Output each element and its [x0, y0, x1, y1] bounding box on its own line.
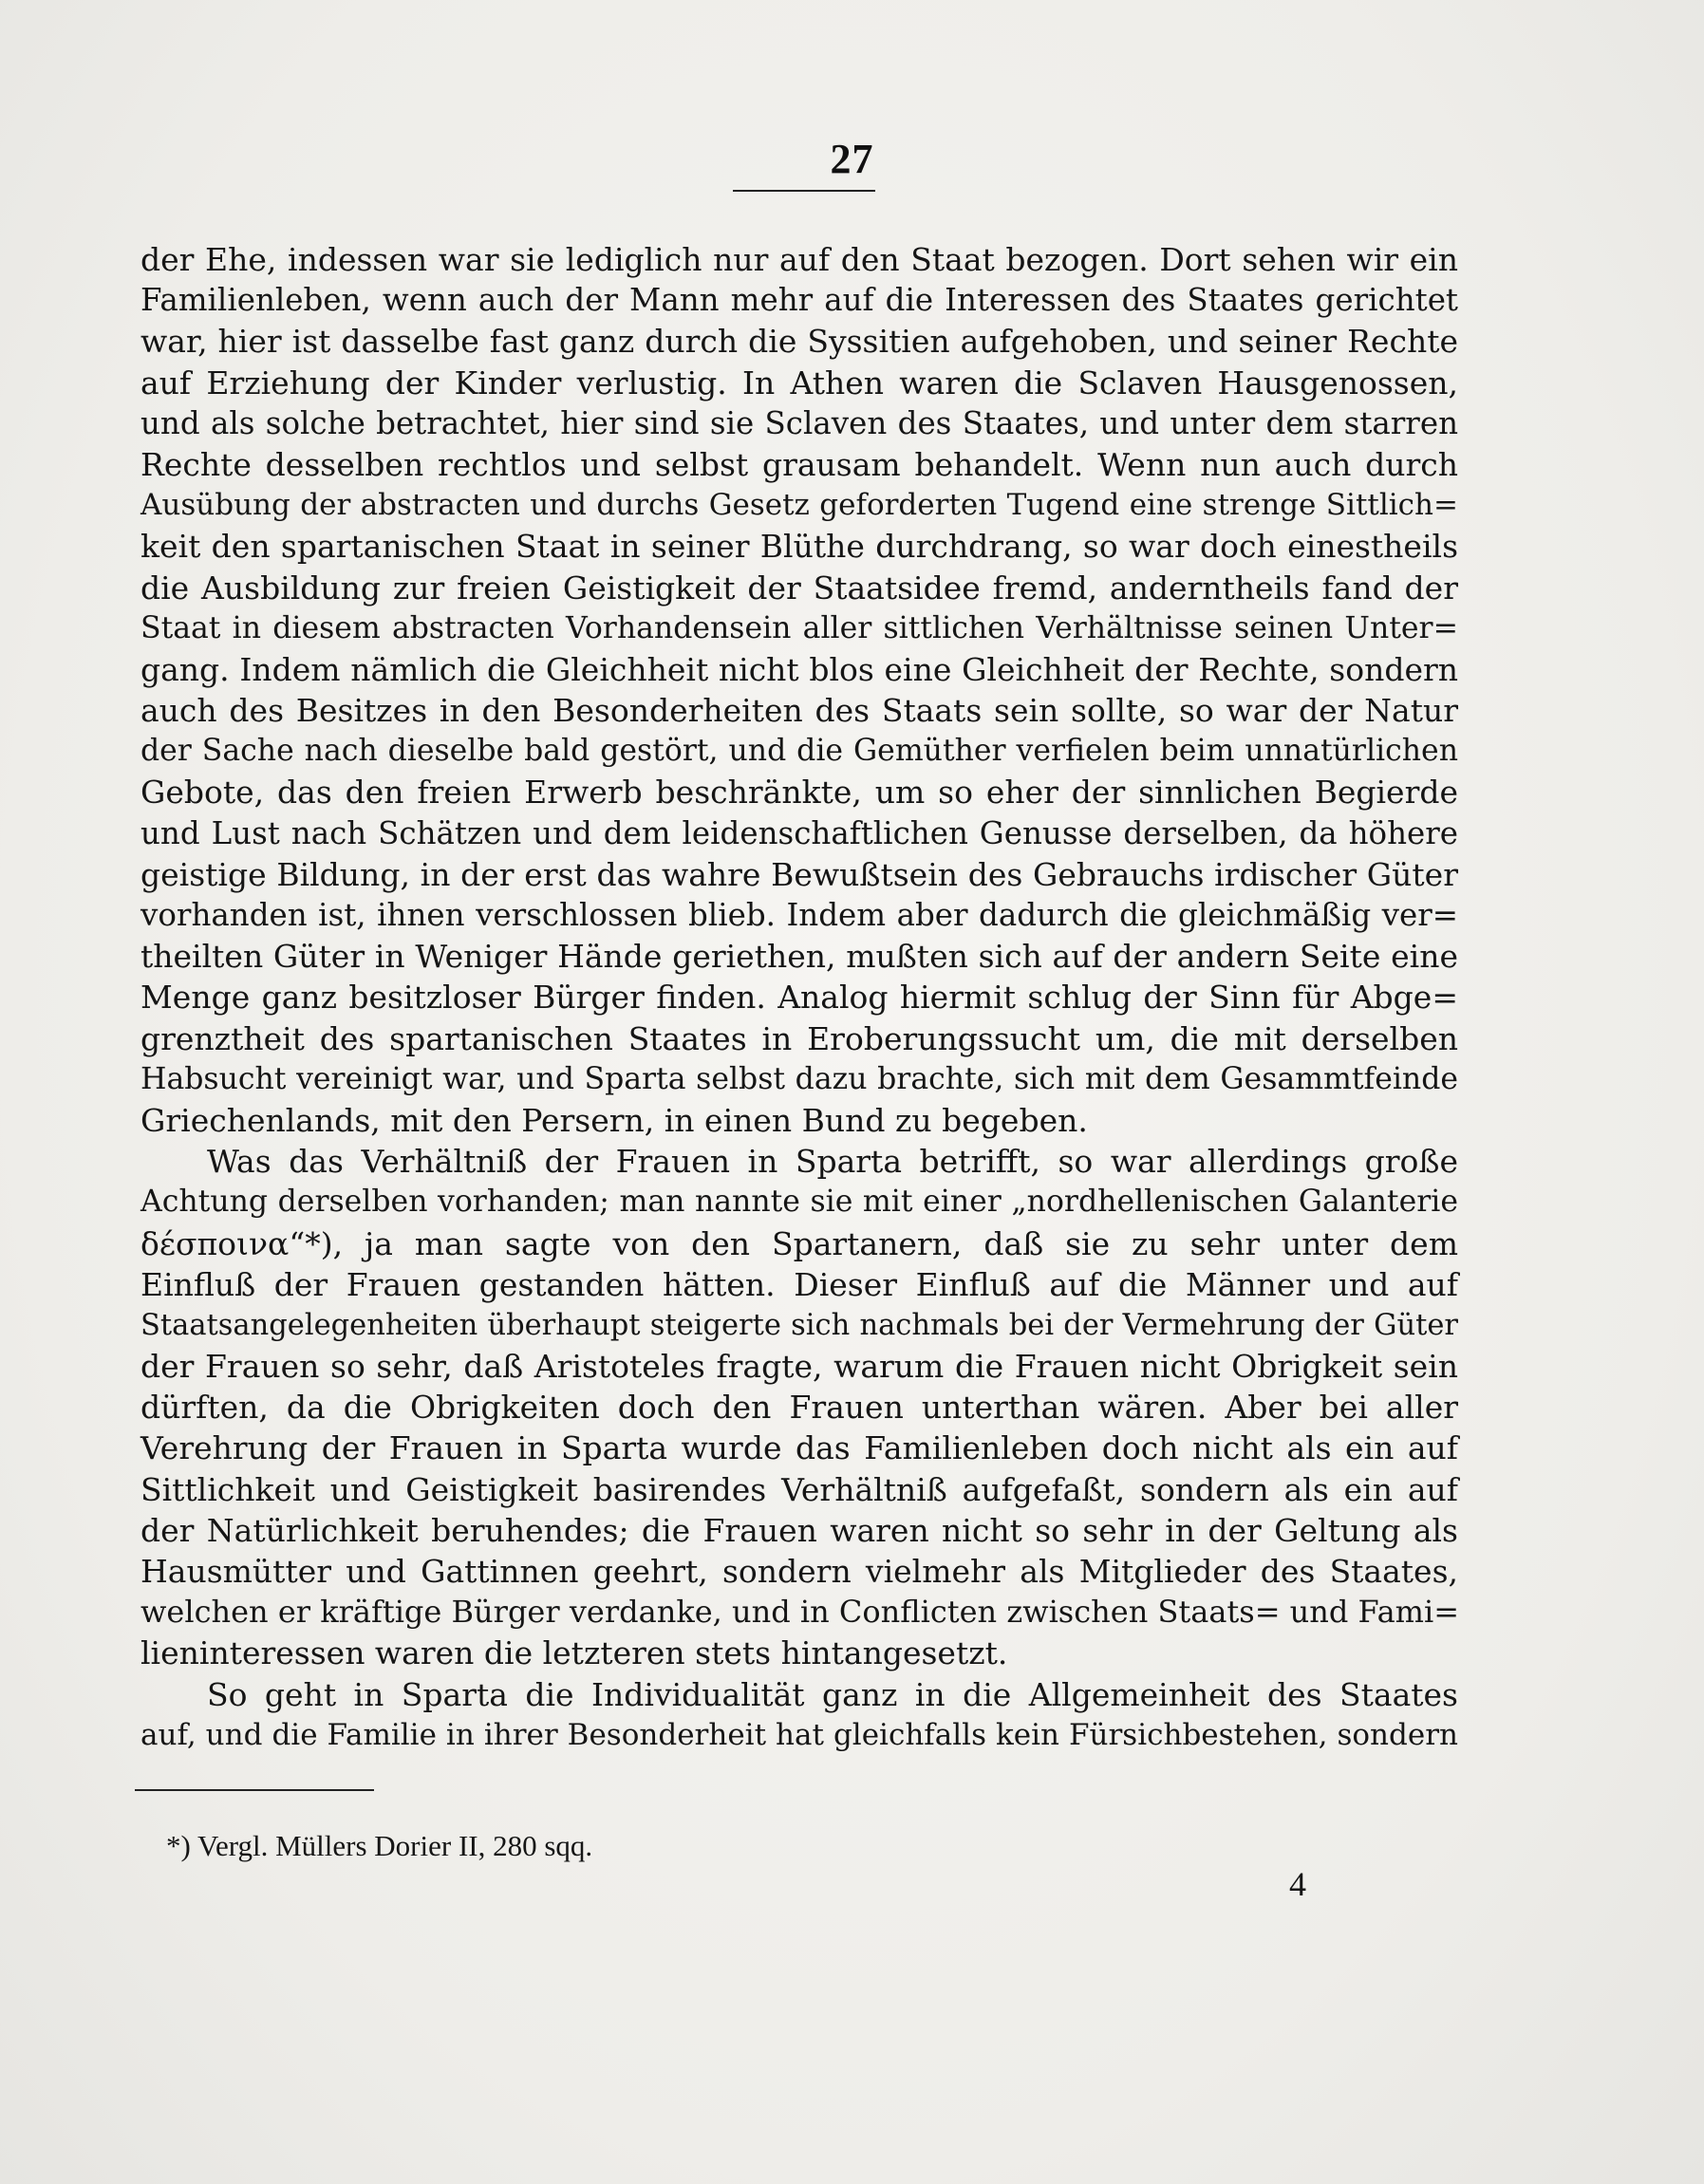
text-line: Griechenlands, mit den Persern, in einen Bund zu begeben.	[140, 1101, 1088, 1139]
text-line: lieninteressen waren die letzteren stets hintangesetzt.	[140, 1634, 1008, 1672]
text-line: welchen er kräftige Bürger verdanke, und in Conflicten zwischen Staats= und Fami=	[140, 1594, 1460, 1631]
text-line: grenztheit des spartanischen Staates in Eroberungssucht um, die mit derselben	[140, 1019, 1458, 1057]
text-line: Was das Verhältniß der Frauen in Sparta betrifft, so war allerdings große	[207, 1143, 1458, 1181]
text-line: der Ehe, indessen war sie lediglich nur auf den Staat bezogen. Dort sehen wir ein	[140, 241, 1458, 278]
page-number: 27	[830, 136, 874, 182]
text-line: Familienleben, wenn auch der Mann mehr auf die Interessen des Staates gerichtet	[140, 282, 1458, 319]
text-line: Menge ganz besitzloser Bürger finden. Analog hiermit schlug der Sinn für Abge=	[140, 979, 1458, 1017]
text-line: Staat in diesem abstracten Vorhandensein aller sittlichen Verhältnisse seinen Unter=	[140, 610, 1458, 645]
text-line: vorhanden ist, ihnen verschlossen blieb. Indem aber dadurch die gleichmäßig ver=	[140, 897, 1458, 933]
footnote: *) Vergl. Müllers Dorier II, 280 sqq.	[166, 1829, 593, 1862]
text-line: Sittlichkeit und Geistigkeit basirendes Verhältniß aufgefaßt, sondern als ein auf	[140, 1470, 1458, 1508]
text-line: der Frauen so sehr, daß Aristoteles fragte, warum die Frauen nicht Obrigkeit sein	[140, 1348, 1458, 1386]
text-line: Verehrung der Frauen in Sparta wurde das Familienleben doch nicht als ein auf	[140, 1429, 1458, 1467]
text-line: Staatsangelegenheiten überhaupt steigerte sich nachmals bei der Vermehrung der Güter	[140, 1308, 1458, 1342]
text-line: Ausübung der abstracten und durchs Gesetz geforderten Tugend eine strenge Sittlich=	[140, 488, 1458, 523]
body-text	[140, 239, 1458, 1756]
text-line: Habsucht vereinigt war, und Sparta selbst dazu brachte, sich mit dem Gesammtfeinde	[140, 1061, 1458, 1096]
text-line: Einfluß der Frauen gestanden hätten. Dieser Einfluß auf die Männer und auf	[140, 1265, 1458, 1303]
text-line: war, hier ist dasselbe fast ganz durch die Syssitien aufgehoben, und seiner Rechte	[140, 323, 1458, 361]
text-line: Hausmütter und Gattinnen geehrt, sondern vielmehr als Mitglieder des Staates,	[140, 1553, 1458, 1590]
header-rule	[733, 190, 875, 192]
text-line: auf, und die Familie in ihrer Besonderheit hat gleichfalls kein Fürsichbestehen, sondern	[140, 1717, 1458, 1752]
text-line: dürften, da die Obrigkeiten doch den Frauen unterthan wären. Aber bei aller	[140, 1389, 1458, 1427]
text-line: die Ausbildung zur freien Geistigkeit der Staatsidee fremd, anderntheils fand der	[140, 569, 1458, 607]
text-line: gang. Indem nämlich die Gleichheit nicht blos eine Gleichheit der Rechte, sondern	[140, 650, 1458, 688]
text-line: der Natürlichkeit beruhendes; die Frauen waren nicht so sehr in der Geltung als	[140, 1511, 1458, 1549]
text-line: geistige Bildung, in der erst das wahre Bewußtsein des Gebrauchs irdischer Güter	[140, 855, 1458, 893]
signature-mark: 4	[1289, 1865, 1306, 1903]
text-line: und Lust nach Schätzen und dem leidenschaftlichen Genusse derselben, da höhere	[140, 814, 1458, 851]
text-line: δέσποινα“*), ja man sagte von den Spartanern, daß sie zu sehr unter dem	[140, 1224, 1458, 1262]
text-line: keit den spartanischen Staat in seiner Blüthe durchdrang, so war doch einestheils	[140, 528, 1458, 566]
text-line: So geht in Sparta die Individualität ganz in die Allgemeinheit des Staates	[207, 1675, 1458, 1713]
text-line: auch des Besitzes in den Besonderheiten des Staats sein sollte, so war der Natur	[140, 692, 1458, 730]
text-line: Gebote, das den freien Erwerb beschränkte, um so eher der sinnlichen Begierde	[140, 774, 1458, 812]
text-line: der Sache nach dieselbe bald gestört, und die Gemüther verfielen beim unnatürlichen	[140, 734, 1458, 769]
text-line: und als solche betrachtet, hier sind sie Sclaven des Staates, und unter dem starren	[140, 404, 1458, 441]
footnote-rule	[135, 1789, 374, 1791]
text-line: Rechte desselben rechtlos und selbst grausam behandelt. Wenn nun auch durch	[140, 445, 1458, 483]
text-line: auf Erziehung der Kinder verlustig. In Athen waren die Sclaven Hausgenossen,	[140, 364, 1458, 401]
text-line: Achtung derselben vorhanden; man nannte sie mit einer „nordhellenischen Galanterie	[140, 1185, 1458, 1220]
text-line: theilten Güter in Weniger Hände geriethen, mußten sich auf der andern Seite eine	[140, 938, 1458, 976]
